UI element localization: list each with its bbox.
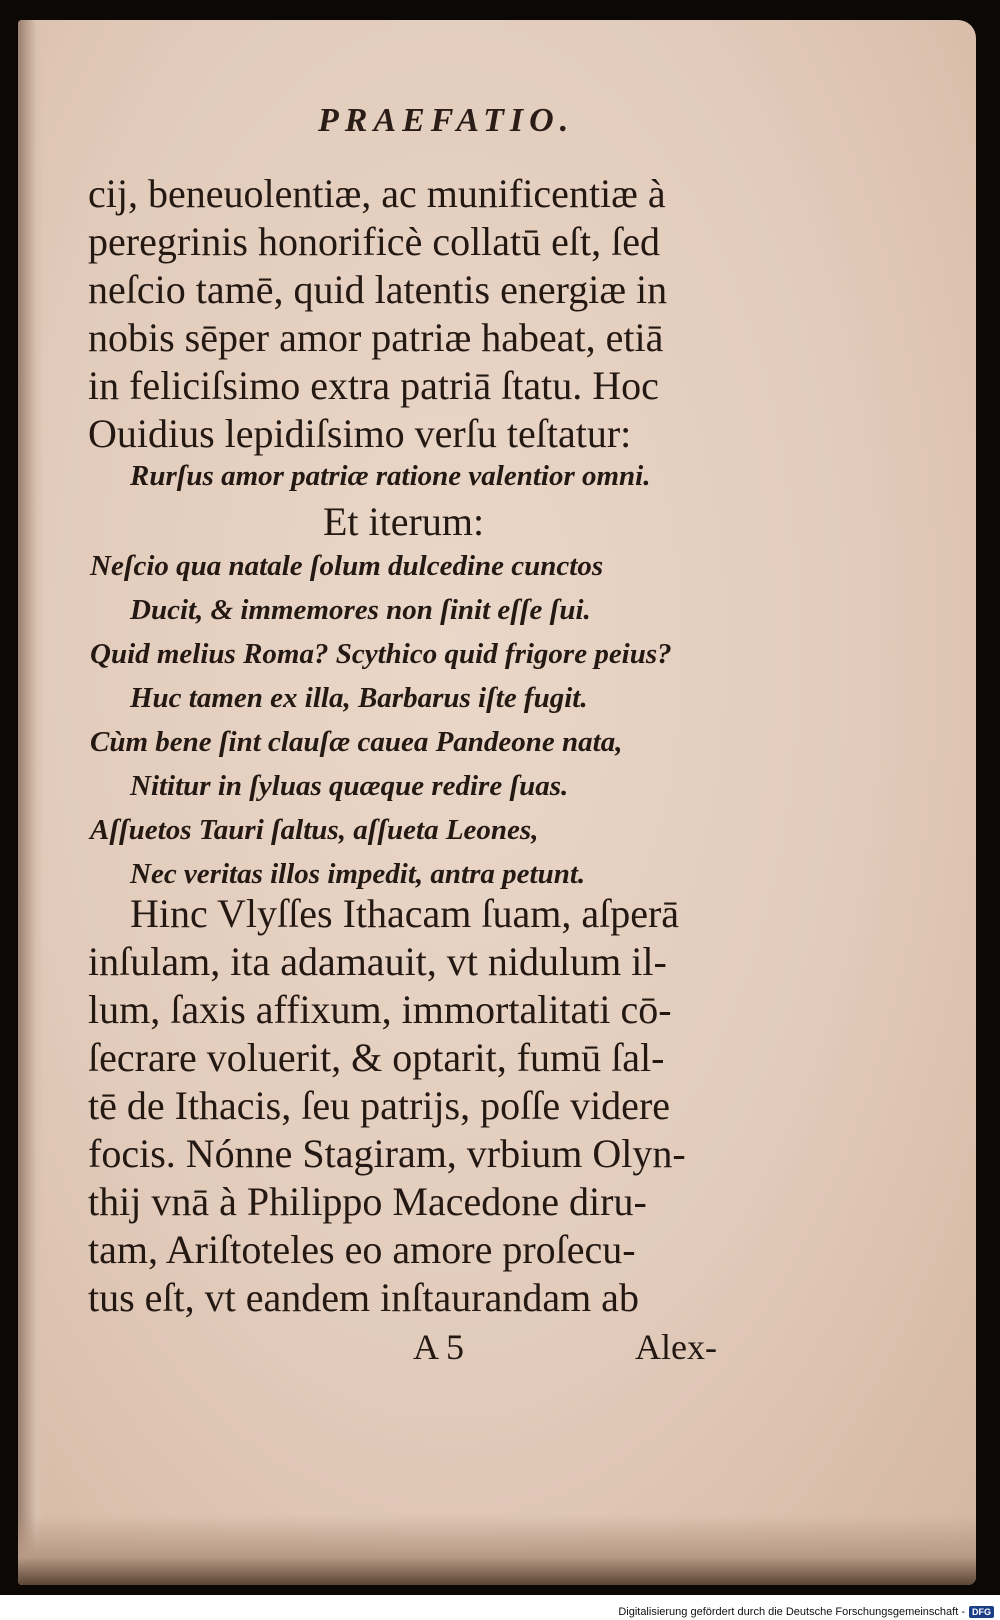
prose-line: Ouidius lepidiſsimo verſu teſtatur: (88, 411, 632, 456)
verse-line: Quid melius Roma? Scythico quid frigore peius? (90, 638, 672, 670)
running-header: PRAEFATIO. (318, 102, 575, 139)
et-iterum: Et iterum: (323, 499, 485, 544)
verse-line: Neſcio qua natale ſolum dulcedine cunctos (90, 550, 604, 582)
signature-mark: A 5 (413, 1327, 465, 1367)
prose-line: cij, beneuolentiæ, ac munificentiæ à (88, 171, 666, 216)
prose-line: ſecrare voluerit, & optarit, fumū ſal- (88, 1035, 665, 1080)
catchword: Alex- (635, 1327, 717, 1367)
prose-line: neſcio tamē, quid latentis energiæ in (88, 267, 668, 312)
prose-line: focis. Nónne Stagiram, vrbium Olyn- (88, 1131, 686, 1176)
verse-line: Cùm bene ſint clauſæ cauea Pandeone nata, (90, 726, 623, 758)
verse-line: Ducit, & immemores non ſinit eſſe ſui. (130, 594, 591, 626)
credit-text: Digitalisierung gefördert durch die Deutsche Forschungsgemeinschaft - (618, 1606, 965, 1618)
verse-line: Huc tamen ex illa, Barbarus iſte fugit. (130, 682, 588, 714)
verse-line: Aſſuetos Tauri ſaltus, aſſueta Leones, (90, 814, 539, 846)
prose-line: in feliciſsimo extra patriā ſtatu. Hoc (88, 363, 659, 408)
prose-line: thij vnā à Philippo Macedone diru- (88, 1179, 647, 1224)
prose-line: inſulam, ita adamauit, vt nidulum il- (88, 939, 667, 984)
prose-line: lum, ſaxis affixum, immortalitati cō- (88, 987, 672, 1032)
verse-line: Rurſus amor patriæ ratione valentior omni. (130, 460, 651, 492)
prose-line: peregrinis honorificè collatū eſt, ſed (88, 219, 661, 264)
digitization-credit (618, 1606, 994, 1618)
verse-line: Nec veritas illos impedit, antra petunt. (130, 858, 586, 890)
book-page (18, 20, 976, 1585)
prose-line: tam, Ariſtoteles eo amore proſecu- (88, 1227, 636, 1272)
prose-line: tē de Ithacis, ſeu patrijs, poſſe videre (88, 1083, 671, 1128)
prose-line: nobis sēper amor patriæ habeat, etiā (88, 315, 664, 360)
prose-line: Hinc Vlyſſes Ithacam ſuam, aſperā (130, 891, 680, 936)
prose-line: tus eſt, vt eandem inſtaurandam ab (88, 1275, 639, 1320)
dfg-logo: DFG (969, 1606, 994, 1618)
verse-line: Nititur in ſyluas quæque redire ſuas. (130, 770, 569, 802)
